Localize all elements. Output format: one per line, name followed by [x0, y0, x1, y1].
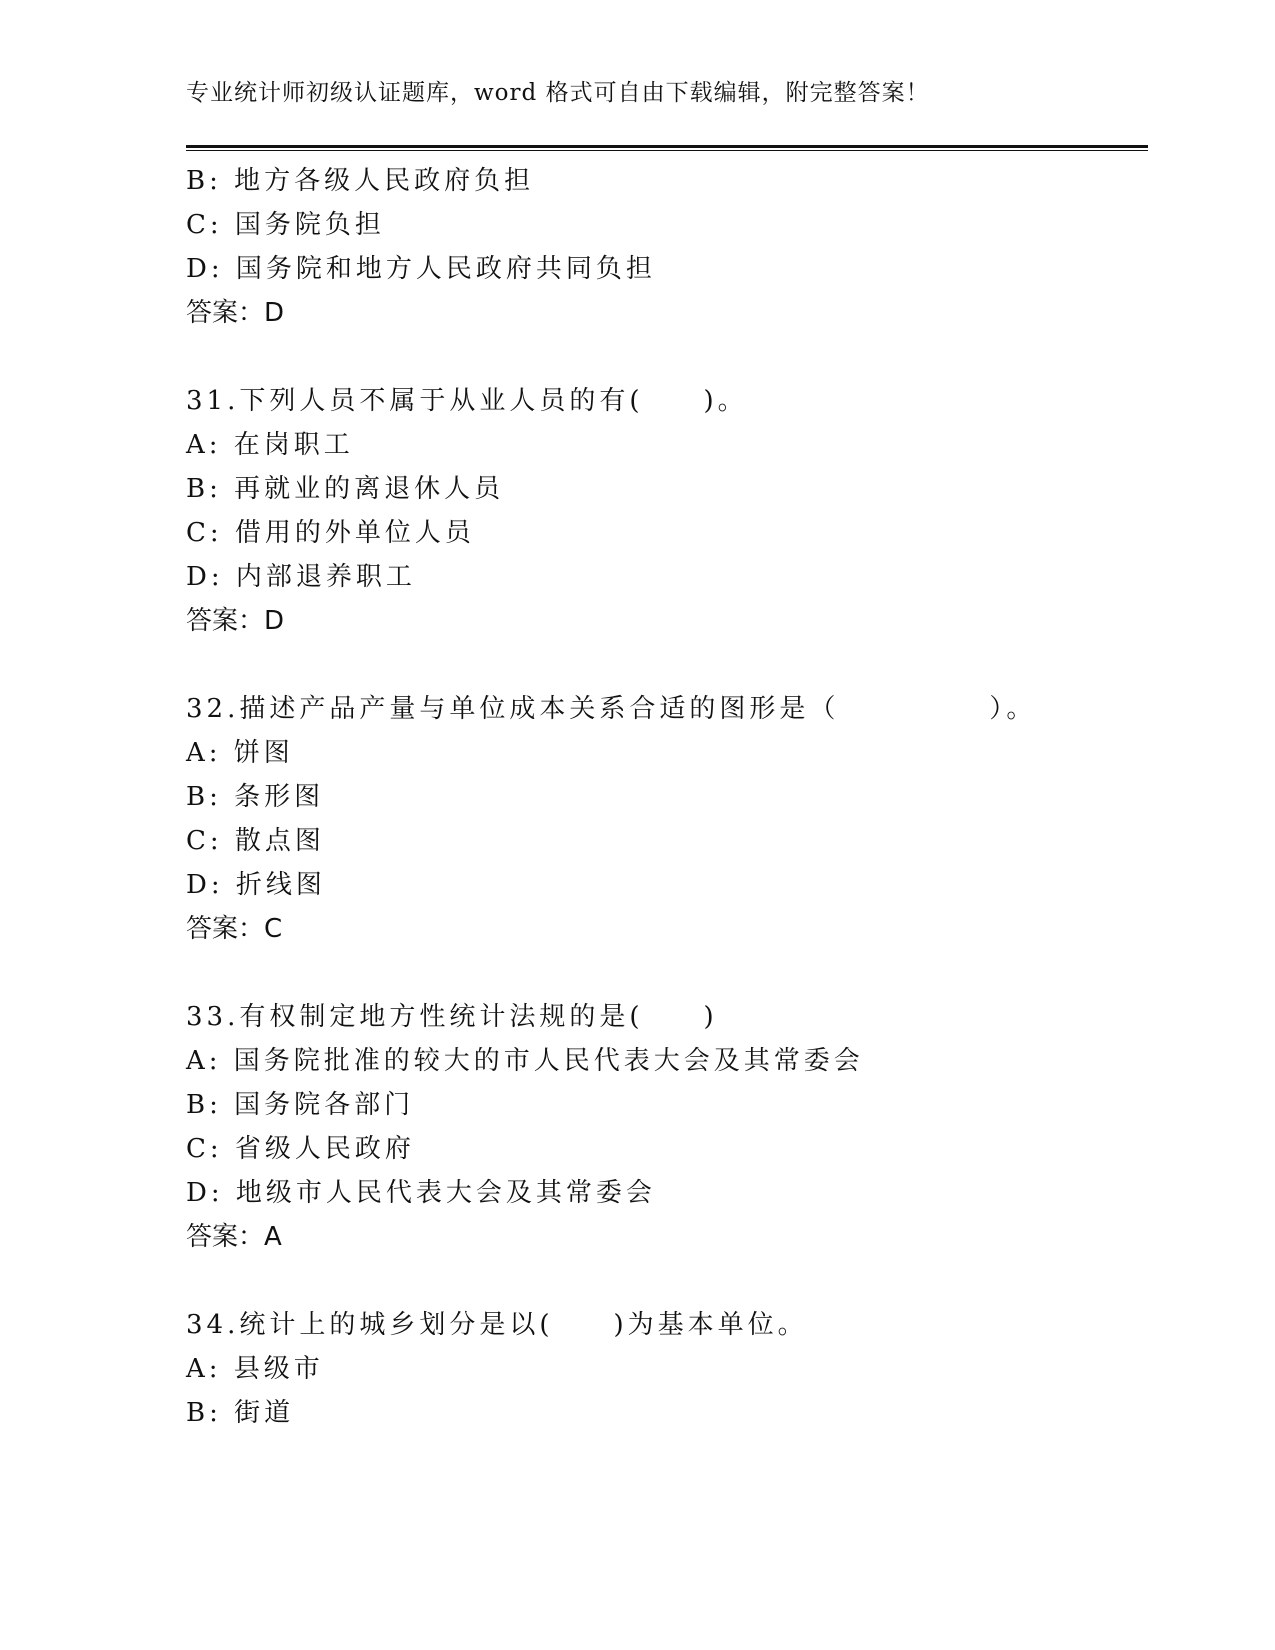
q31-option-a: A: 在岗职工 [186, 430, 354, 460]
q34-question: 34.统计上的城乡划分是以( )为基本单位。 [186, 1310, 808, 1340]
q33-option-a: A: 国务院批准的较大的市人民代表大会及其常委会 [186, 1046, 864, 1076]
q30-option-c: C: 国务院负担 [186, 210, 385, 240]
q32-option-a: A: 饼图 [186, 738, 294, 768]
q34-option-b: B: 街道 [186, 1398, 295, 1428]
q33-question: 33.有权制定地方性统计法规的是( ) [186, 1002, 718, 1032]
header-divider-thin [186, 150, 1148, 151]
q32-question: 32.描述产品产量与单位成本关系合适的图形是（ ）。 [186, 694, 1037, 724]
q34-option-a: A: 县级市 [186, 1354, 324, 1384]
q33-option-d: D: 地级市人民代表大会及其常委会 [186, 1178, 656, 1208]
q31-question: 31.下列人员不属于从业人员的有( )。 [186, 386, 748, 416]
q31-option-b: B: 再就业的离退休人员 [186, 474, 505, 504]
q33-answer: 答案：A [186, 1222, 282, 1252]
q30-answer: 答案：D [186, 298, 285, 328]
q33-option-b: B: 国务院各部门 [186, 1090, 415, 1120]
q31-option-d: D: 内部退养职工 [186, 562, 416, 592]
q30-option-b: B: 地方各级人民政府负担 [186, 166, 535, 196]
header-divider-thick [186, 145, 1148, 148]
q32-option-c: C: 散点图 [186, 826, 325, 856]
q32-option-b: B: 条形图 [186, 782, 325, 812]
page-header-note: 专业统计师初级认证题库，word 格式可自由下载编辑，附完整答案！ [186, 80, 930, 106]
q32-option-d: D: 折线图 [186, 870, 326, 900]
q33-option-c: C: 省级人民政府 [186, 1134, 415, 1164]
q32-answer: 答案：C [186, 914, 283, 944]
q31-answer: 答案：D [186, 606, 285, 636]
q31-option-c: C: 借用的外单位人员 [186, 518, 475, 548]
q30-option-d: D: 国务院和地方人民政府共同负担 [186, 254, 656, 284]
